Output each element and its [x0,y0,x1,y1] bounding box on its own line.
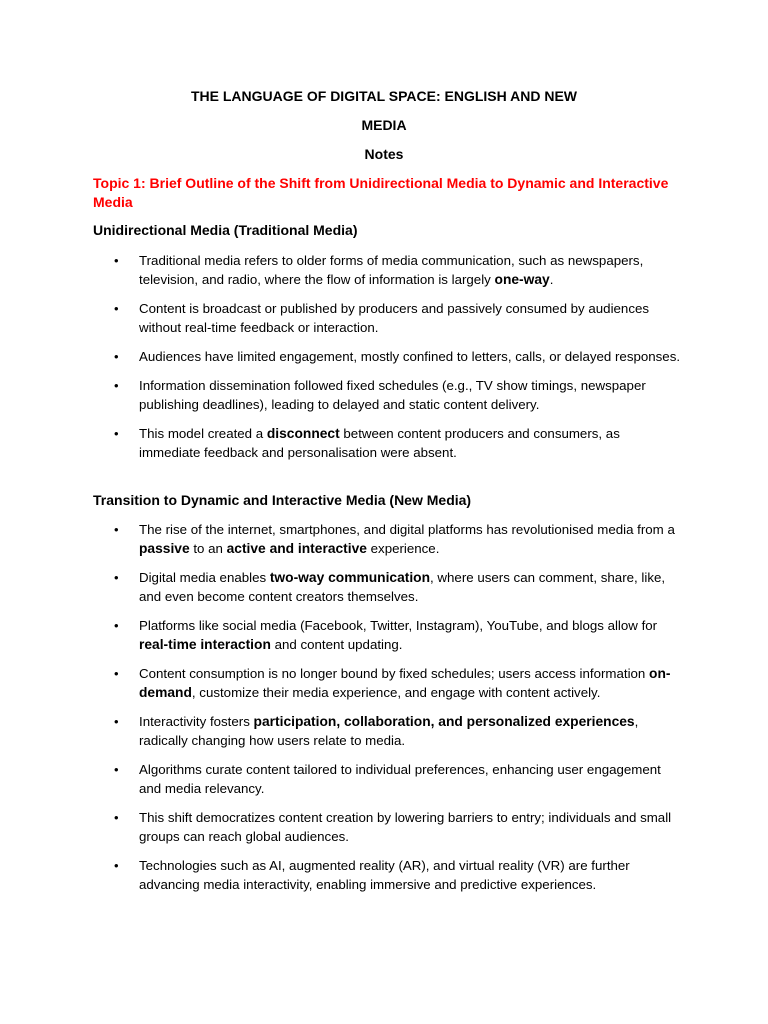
bullet-icon: • [114,301,119,316]
list-item [93,299,683,337]
list-item [93,251,683,289]
bullet-icon: • [114,762,119,777]
list-item [93,760,683,798]
list-item-text: The rise of the internet, smartphones, and digital platforms has revolutionised media from a [139,522,675,537]
emphasized-text: passive [139,541,190,556]
emphasized-text: on-demand [139,666,671,700]
list-item [93,347,683,366]
bullet-icon: • [114,618,119,633]
list-item-text: Digital media enables [139,570,270,585]
bullet-icon: • [114,253,119,268]
list-item-text: and content updating. [270,637,403,652]
document-title-line-1: THE LANGUAGE OF DIGITAL SPACE: ENGLISH AND NEW [190,88,578,104]
list-item [93,808,683,846]
list-item-text: Traditional media refers to older forms of media communication, such as newspapers, television, and radio, where the flow of information is largely [139,253,644,287]
list-item [93,664,683,702]
list-item-text: Technologies such as AI, augmented reality (AR), and virtual reality (VR) are further advancing media interactivity, enabling immersive and predictive experiences. [139,858,630,892]
list-item-text: , customize their media experience, and engage with content actively. [191,685,601,700]
list-item-text: Information dissemination followed fixed schedules (e.g., TV show timings, newspaper publishing deadlines), leading to delayed and static content delivery. [139,378,646,412]
document-title-line-2: MEDIA [361,117,407,133]
list-item [93,856,683,894]
emphasized-text: active and interactive [226,541,367,556]
bullet-icon: • [114,349,119,364]
bullet-icon: • [114,378,119,393]
list-item-text: This shift democratizes content creation by lowering barriers to entry; individuals and small groups can reach global audiences. [139,810,672,844]
bullet-icon: • [114,570,119,585]
list-item [93,568,683,606]
list-item-text: Audiences have limited engagement, mostly confined to letters, calls, or delayed responses. [139,349,681,364]
topic-heading: Topic 1: Brief Outline of the Shift from Unidirectional Media to Dynamic and Interactive Media [93,175,669,210]
section-heading-traditional-media: Unidirectional Media (Traditional Media) [93,222,358,238]
emphasized-text: one-way [494,272,550,287]
list-item-text: , radically changing how users relate to media. [139,714,639,748]
bullet-icon: • [114,666,119,681]
traditional-media-bullet-list [93,251,683,472]
list-item [93,376,683,414]
bullet-icon: • [114,714,119,729]
emphasized-text: participation, collaboration, and personalized experiences [253,714,635,729]
list-item [93,616,683,654]
list-item-text: between content producers and consumers, as immediate feedback and personalisation were absent. [139,426,620,460]
emphasized-text: two-way communication [269,570,431,585]
list-item-text: Interactivity fosters [139,714,254,729]
list-item-text: Content is broadcast or published by producers and passively consumed by audiences without real-time feedback or interaction. [139,301,650,335]
list-item [93,520,683,558]
list-item-text: Content consumption is no longer bound by fixed schedules; users access information [139,666,650,681]
list-item-text: Platforms like social media (Facebook, Twitter, Instagram), YouTube, and blogs allow for [139,618,658,633]
new-media-bullet-list [93,520,683,904]
list-item [93,712,683,750]
emphasized-text: real-time interaction [139,637,271,652]
list-item [93,424,683,462]
list-item-text: experience. [366,541,440,556]
section-heading-new-media: Transition to Dynamic and Interactive Media (New Media) [93,492,472,508]
bullet-icon: • [114,522,119,537]
list-item-text: Algorithms curate content tailored to individual preferences, enhancing user engagement and media relevancy. [139,762,661,796]
list-item-text: . [549,272,554,287]
list-item-text: to an [189,541,227,556]
emphasized-text: disconnect [266,426,340,441]
bullet-icon: • [114,810,119,825]
list-item-text: This model created a [139,426,267,441]
bullet-icon: • [114,426,119,441]
bullet-icon: • [114,858,119,873]
list-item-text: , where users can comment, share, like, and even become content creators themselves. [139,570,666,604]
document-subtitle: Notes [364,146,404,162]
